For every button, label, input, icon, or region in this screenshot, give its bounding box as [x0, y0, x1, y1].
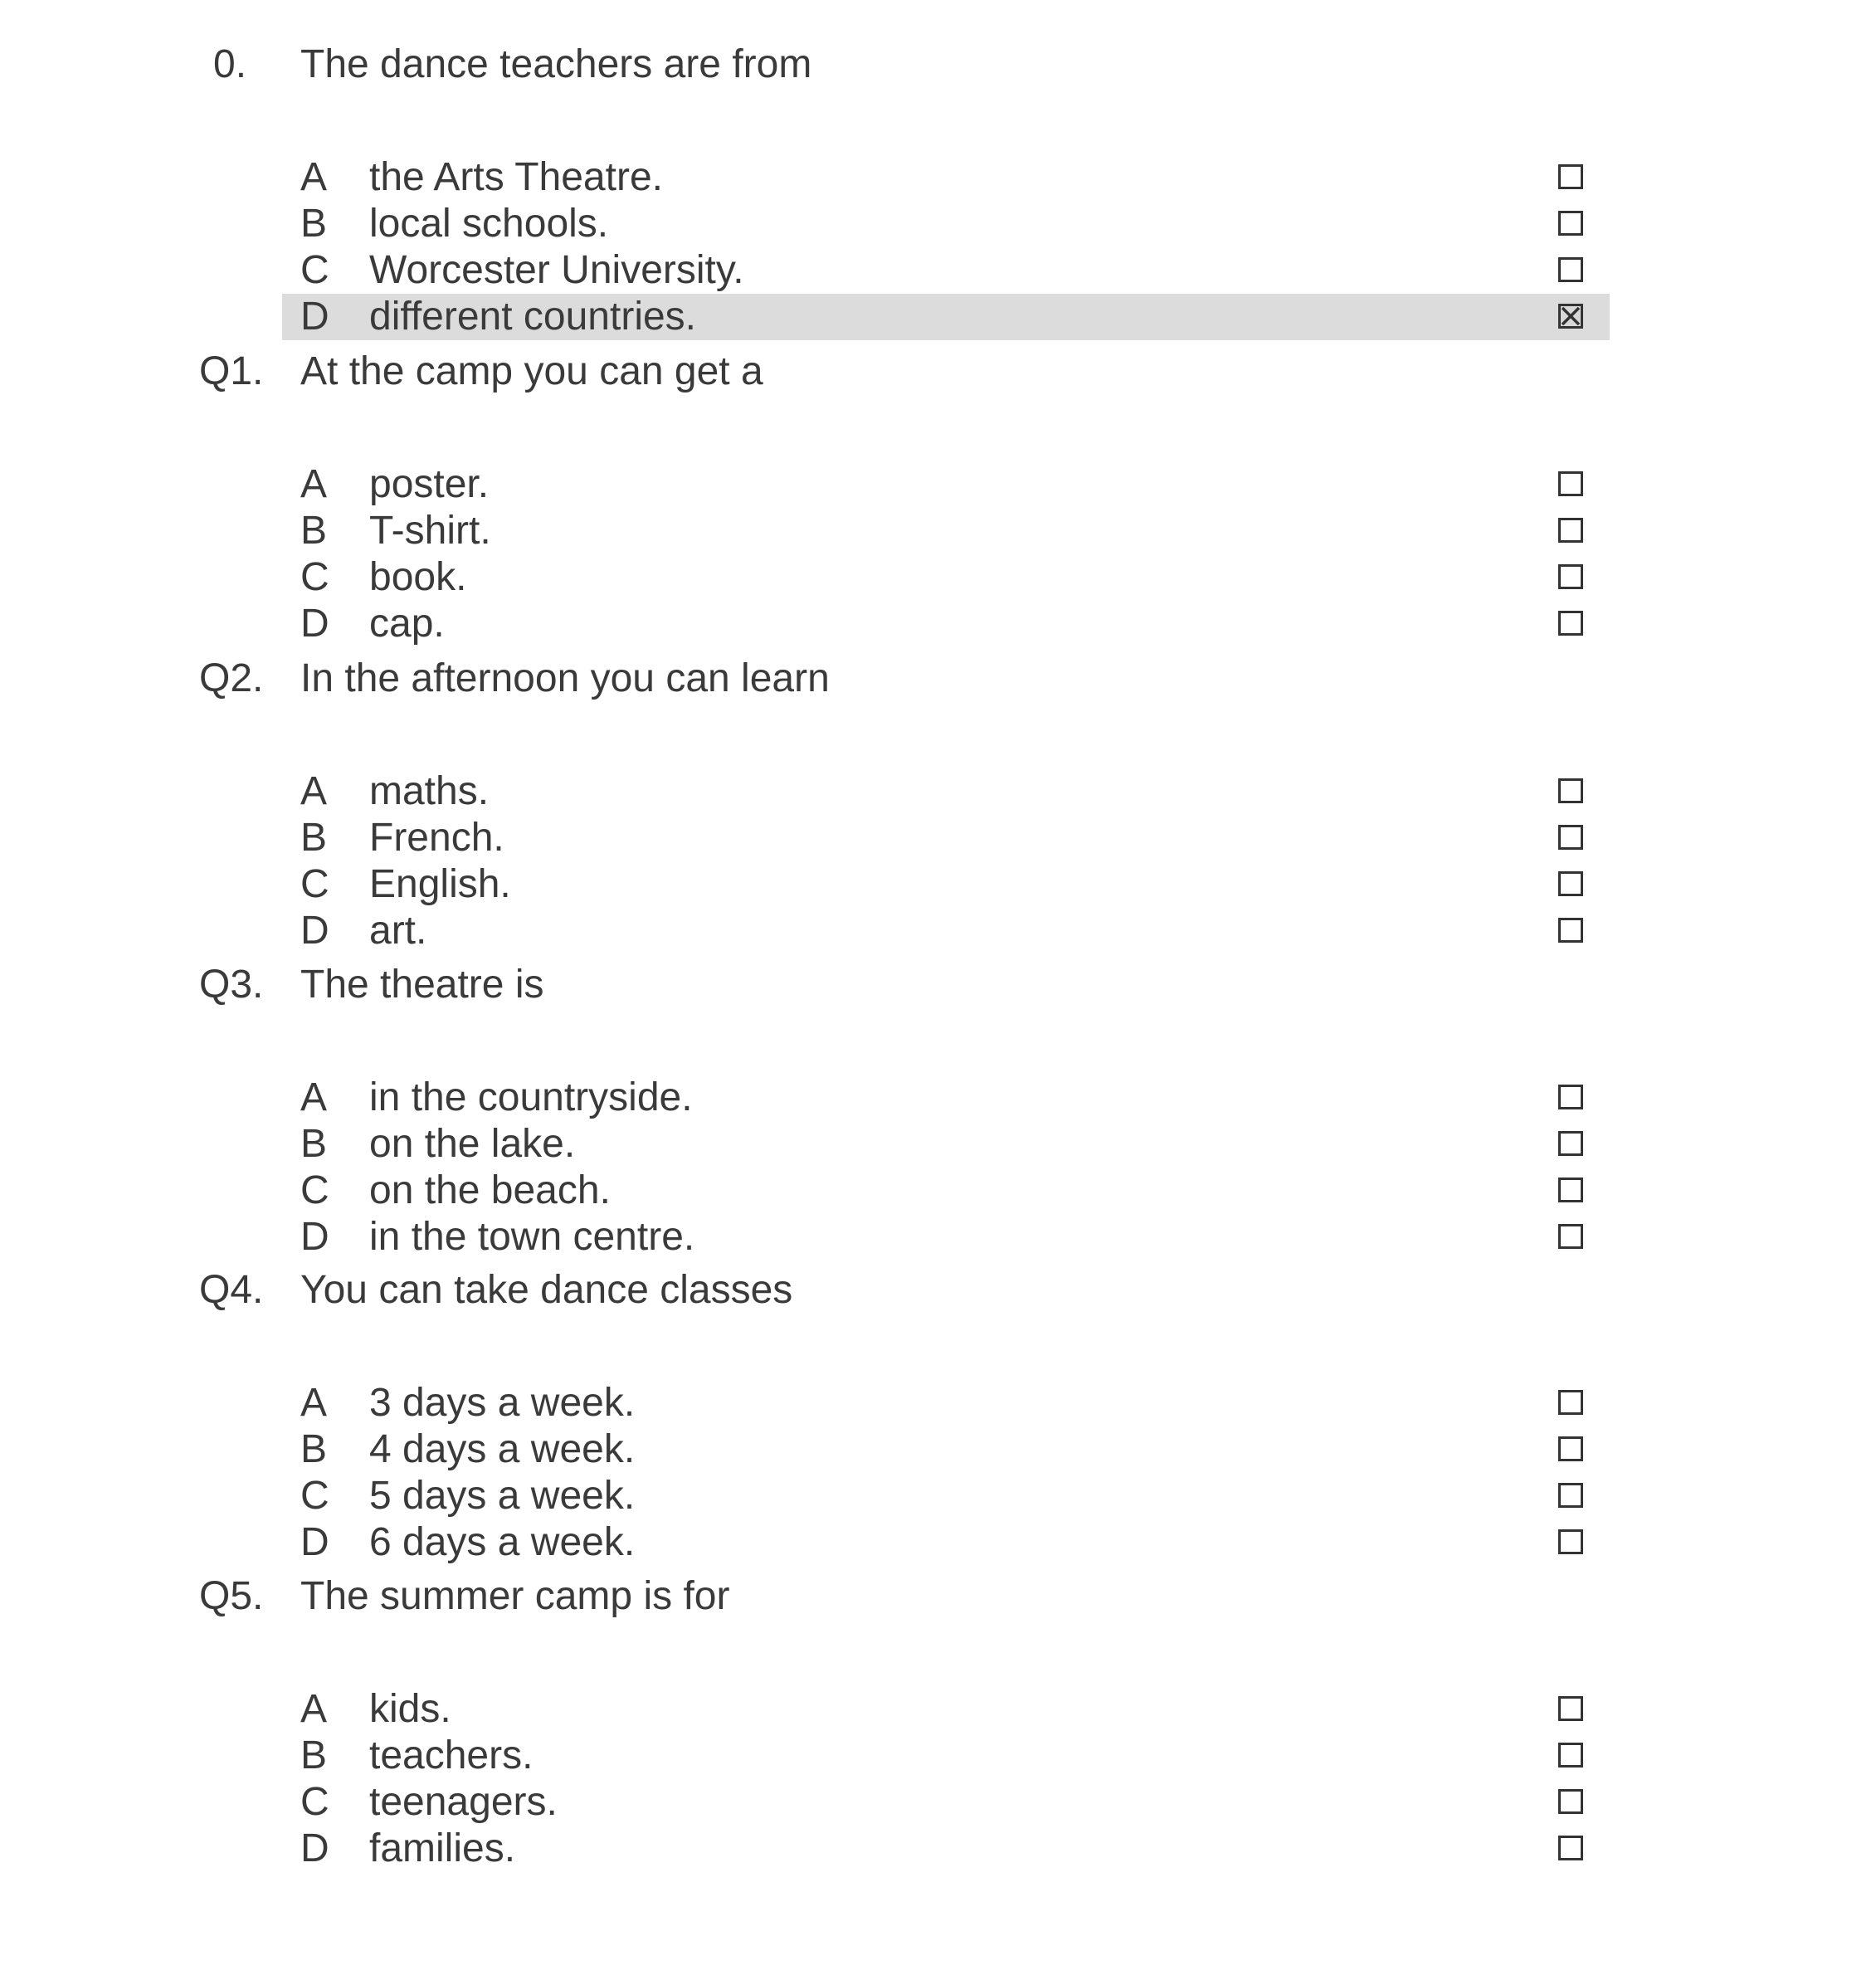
option-c[interactable]: [282, 861, 1610, 908]
option-text: T-shirt.: [369, 509, 491, 553]
option-letter: C: [300, 862, 329, 906]
question-text: You can take dance classes: [300, 1268, 793, 1312]
option-a[interactable]: [282, 461, 1610, 508]
checkbox[interactable]: [1558, 1131, 1583, 1156]
question-text: The dance teachers are from: [300, 42, 812, 86]
option-letter: D: [300, 1826, 329, 1870]
option-a[interactable]: [282, 768, 1610, 815]
option-text: French.: [369, 816, 504, 860]
checkbox[interactable]: [1558, 825, 1583, 850]
checkbox[interactable]: [1558, 1696, 1583, 1721]
option-letter: D: [300, 602, 329, 646]
option-text: local schools.: [369, 202, 609, 246]
option-b[interactable]: [282, 815, 1610, 861]
option-b[interactable]: [282, 201, 1610, 247]
option-d[interactable]: [282, 294, 1610, 340]
option-d[interactable]: [282, 1826, 1610, 1872]
question-text: At the camp you can get a: [300, 349, 763, 393]
option-text: families.: [369, 1826, 516, 1870]
checkbox[interactable]: [1558, 918, 1583, 943]
question-text: In the afternoon you can learn: [300, 656, 830, 700]
option-letter: C: [300, 1780, 329, 1824]
option-letter: D: [300, 295, 329, 339]
question-number: Q4.: [199, 1268, 264, 1312]
option-a[interactable]: [282, 154, 1610, 201]
option-letter: B: [300, 1733, 328, 1777]
x-mark-icon: [1561, 306, 1581, 326]
option-b[interactable]: [282, 1121, 1610, 1168]
checkbox[interactable]: [1558, 1178, 1583, 1202]
option-c[interactable]: [282, 1168, 1610, 1214]
option-a[interactable]: [282, 1380, 1610, 1426]
question-number: Q2.: [199, 656, 264, 700]
option-text: on the beach.: [369, 1168, 611, 1212]
option-letter: B: [300, 1427, 328, 1471]
option-text: kids.: [369, 1687, 451, 1731]
checkbox[interactable]: [1558, 211, 1583, 236]
checkbox[interactable]: [1558, 871, 1583, 896]
option-text: 6 days a week.: [369, 1520, 636, 1564]
checkbox[interactable]: [1558, 611, 1583, 636]
question-text: The summer camp is for: [300, 1574, 730, 1618]
option-letter: B: [300, 202, 328, 246]
checkbox[interactable]: [1558, 564, 1583, 589]
option-c[interactable]: [282, 247, 1610, 294]
option-letter: A: [300, 1075, 328, 1119]
option-letter: C: [300, 555, 329, 599]
option-text: 3 days a week.: [369, 1381, 636, 1425]
option-d[interactable]: [282, 1519, 1610, 1566]
option-text: book.: [369, 555, 467, 599]
option-text: in the countryside.: [369, 1075, 693, 1119]
option-text: poster.: [369, 462, 490, 506]
checkbox[interactable]: [1558, 1483, 1583, 1508]
option-letter: C: [300, 1168, 329, 1212]
option-text: 5 days a week.: [369, 1474, 636, 1518]
checkbox[interactable]: [1558, 1836, 1583, 1860]
checkbox[interactable]: [1558, 1085, 1583, 1109]
option-d[interactable]: [282, 908, 1610, 954]
checkbox[interactable]: [1558, 778, 1583, 803]
checkbox[interactable]: [1558, 1789, 1583, 1814]
option-c[interactable]: [282, 554, 1610, 601]
question-number: Q1.: [199, 349, 264, 393]
checkbox[interactable]: [1558, 1436, 1583, 1461]
checkbox[interactable]: [1558, 471, 1583, 496]
option-letter: B: [300, 1122, 328, 1166]
option-text: art.: [369, 909, 427, 953]
option-a[interactable]: [282, 1075, 1610, 1121]
option-text: in the town centre.: [369, 1215, 695, 1259]
option-text: teenagers.: [369, 1780, 558, 1824]
option-text: the Arts Theatre.: [369, 155, 663, 199]
option-letter: D: [300, 1215, 329, 1259]
option-letter: A: [300, 155, 328, 199]
checkbox[interactable]: [1558, 164, 1583, 189]
option-letter: D: [300, 1520, 329, 1564]
checkbox[interactable]: [1558, 304, 1583, 329]
checkbox[interactable]: [1558, 1390, 1583, 1415]
option-letter: B: [300, 816, 328, 860]
checkbox[interactable]: [1558, 518, 1583, 543]
option-text: Worcester University.: [369, 248, 744, 292]
option-letter: A: [300, 769, 328, 813]
option-c[interactable]: [282, 1473, 1610, 1519]
option-b[interactable]: [282, 1426, 1610, 1473]
option-text: teachers.: [369, 1733, 534, 1777]
option-b[interactable]: [282, 1733, 1610, 1779]
checkbox[interactable]: [1558, 1224, 1583, 1249]
option-letter: A: [300, 1687, 328, 1731]
question-number: Q5.: [199, 1574, 264, 1618]
option-letter: A: [300, 1381, 328, 1425]
option-b[interactable]: [282, 508, 1610, 554]
option-text: different countries.: [369, 295, 697, 339]
option-letter: A: [300, 462, 328, 506]
option-letter: C: [300, 1474, 329, 1518]
option-a[interactable]: [282, 1686, 1610, 1733]
option-letter: D: [300, 909, 329, 953]
checkbox[interactable]: [1558, 1529, 1583, 1554]
question-number: 0.: [213, 42, 247, 86]
option-d[interactable]: [282, 601, 1610, 647]
option-text: 4 days a week.: [369, 1427, 636, 1471]
option-letter: B: [300, 509, 328, 553]
checkbox[interactable]: [1558, 1743, 1583, 1768]
checkbox[interactable]: [1558, 257, 1583, 282]
option-c[interactable]: [282, 1779, 1610, 1826]
option-text: English.: [369, 862, 511, 906]
option-text: maths.: [369, 769, 490, 813]
question-number: Q3.: [199, 963, 264, 1007]
question-text: The theatre is: [300, 963, 544, 1007]
option-text: cap.: [369, 602, 445, 646]
option-letter: C: [300, 248, 329, 292]
option-text: on the lake.: [369, 1122, 576, 1166]
option-d[interactable]: [282, 1214, 1610, 1260]
